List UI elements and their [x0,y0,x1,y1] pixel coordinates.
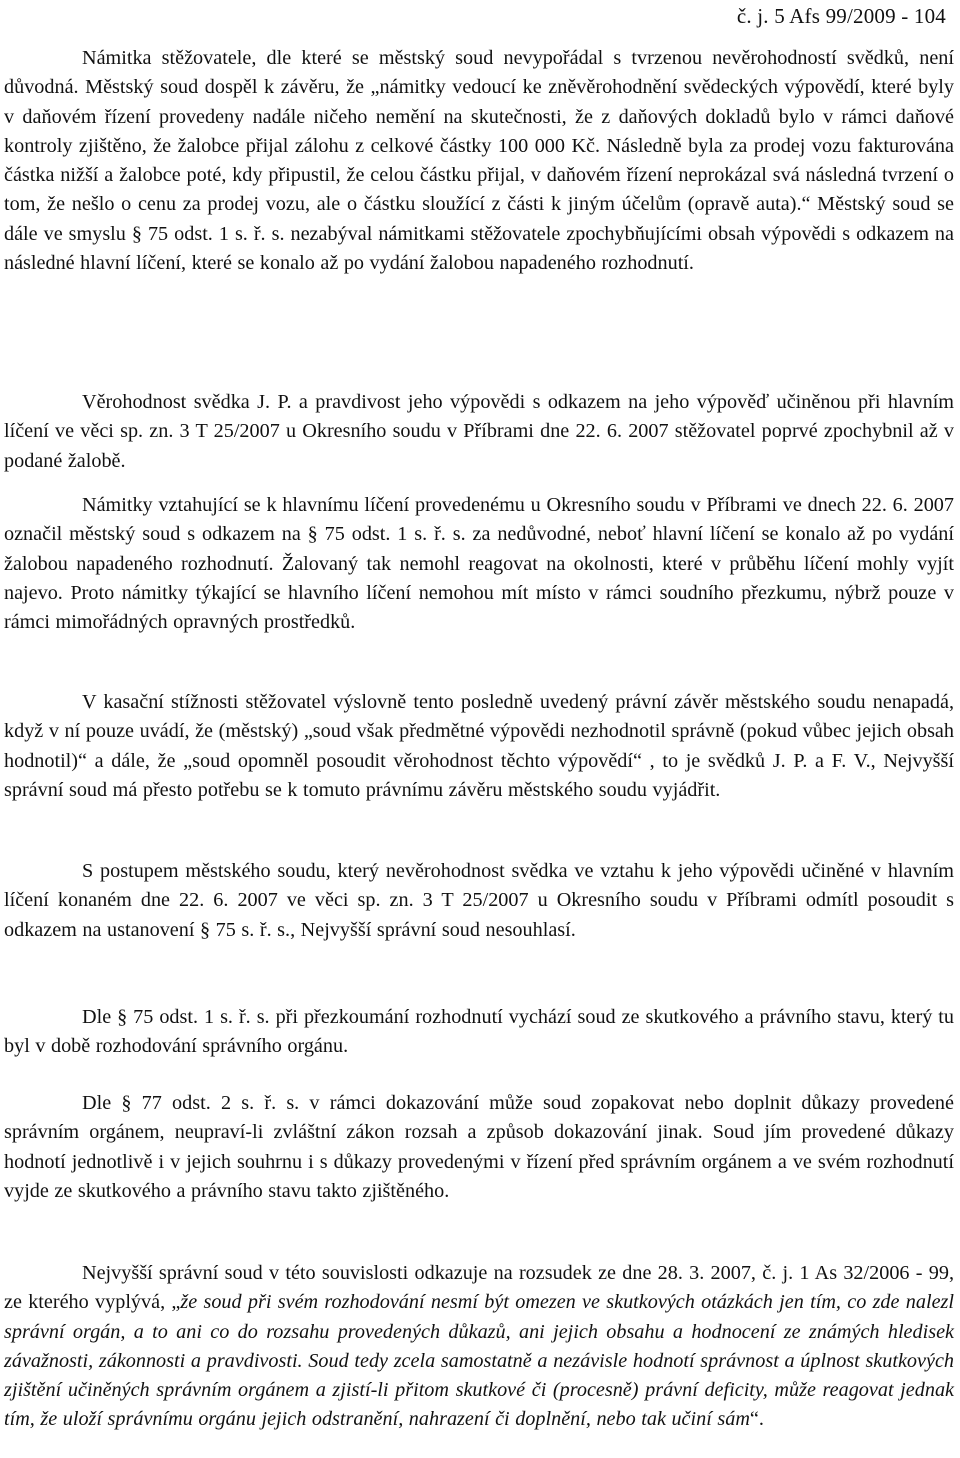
paragraph-1 [4,44,954,278]
paragraph-7 [4,1089,954,1206]
paragraph-2-text: Věrohodnost svědka J. P. a pravdivost jeho výpovědi s odkazem na jeho výpověď učiněnou při hlavním líčení ve věci sp. zn. 3 T 25/2007 u Okresního soudu v Příbrami dne 22. 6. 2007 stěžovatel poprvé zpochybnil až v podané žalobě. [4,391,954,472]
paragraph-3 [4,491,954,637]
paragraph-8 [4,1259,954,1435]
paragraph-4-text: V kasační stížnosti stěžovatel výslovně tento posledně uvedený právní závěr městského soudu nenapadá, když v ní pouze uvádí, že (městský) „soud však předmětné výpovědi nezhodnotil správně (pokud vůbec jejich obsah hodnotil)“ a dále, že „soud opomněl posoudit věrohodnost těchto výpovědí“ , to je svědků J. P. a F. V., Nejvyšší správní soud má přesto potřebu se k tomuto právnímu závěru městského soudu vyjádřit. [4,691,954,801]
paragraph-8-end: “. [749,1408,764,1431]
paragraph-8-text: Nejvyšší správní soud v této souvislosti odkazuje na rozsudek ze dne 28. 3. 2007, č. j. 1 As 32/2006 - 99, ze kterého vyplývá, „ [4,1262,954,1314]
paragraph-6 [4,1003,954,1062]
case-reference: č. j. 5 Afs 99/2009 - 104 [736,4,946,28]
paragraph-5-text: S postupem městského soudu, který nevěrohodnost svědka ve vztahu k jeho výpovědi učiněné v hlavním líčení konaném dne 22. 6. 2007 ve věci sp. zn. 3 T 25/2007 u Okresního soudu v Příbrami odmítl posoudit s odkazem na ustanovení § 75 s. ř. s., Nejvyšší správní soud nesouhlasí. [4,860,954,941]
paragraph-7-text: Dle § 77 odst. 2 s. ř. s. v rámci dokazování může soud zopakovat nebo doplnit důkazy provedené správním orgánem, neupraví-li zvláštní zákon rozsah a způsob dokazování jinak. Soud jím provedené důkazy hodnotí jednotlivě i v jejich souhrnu i s důkazy provedenými v řízení před správním orgánem a ve svém rozhodnutí vyjde ze skutkového a právního stavu takto zjištěného. [4,1092,954,1202]
paragraph-6-text: Dle § 75 odst. 1 s. ř. s. při přezkoumání rozhodnutí vychází soud ze skutkového a právního stavu, který tu byl v době rozhodování správního orgánu. [4,1006,954,1058]
paragraph-5 [4,857,954,945]
paragraph-2 [4,388,954,476]
paragraph-3-text: Námitky vztahující se k hlavnímu líčení provedenému u Okresního soudu v Příbrami ve dnech 22. 6. 2007 označil městský soud s odkazem na § 75 odst. 1 s. ř. s. za nedůvodné, neboť hlavní líčení se konalo až po vydání žalobou napadeného rozhodnutí. Žalovaný tak nemohl reagovat na okolnosti, které v průběhu líčení mohly vyjít najevo. Proto námitky týkající se hlavního líčení nemohou mít místo v rámci soudního přezkumu, nýbrž pouze v rámci mimořádných opravných prostředků. [4,494,954,634]
paragraph-8-quote: že soud při svém rozhodování nesmí být omezen ve skutkových otázkách jen tím, co zde nalezl správní orgán, a to ani co do rozsahu provedených důkazů, ani jejich obsahu a hodnocení ze známých hledisek závažnosti, zákonnosti a pravdivosti. Soud tedy zcela samostatně a nezávisle hodnotí správnost a úplnost skutkových zjištění učiněných správním orgánem a zjistí-li přitom skutkové či (procesně) právní deficity, může reagovat jednak tím, že uloží správnímu orgánu jejich odstranění, nahrazení či doplnění, nebo tak učiní sám [4,1291,955,1431]
paragraph-4 [4,688,954,805]
paragraph-1-text: Námitka stěžovatele, dle které se městský soud nevypořádal s tvrzenou nevěrohodností svědků, není důvodná. Městský soud dospěl k závěru, že „námitky vedoucí ke zněvěrohodnění svědeckých výpovědí, které byly v daňovém řízení provedeny nadále ničeho nemění na skutečnosti, že z daňových dokladů bylo v rámci daňové kontroly zjištěno, že žalobce přijal zálohu z celkové částky 100 000 Kč. Následně byla za prodej vozu fakturována částka nižší a žalobce poté, kdy připustil, že celou částku přijal, v daňovém řízení neprokázal svá následná tvrzení o tom, že nešlo o cenu za prodej vozu, ale o částku sloužící z části k jiným účelům (opravě auta).“ Městský soud se dále ve smyslu § 75 odst. 1 s. ř. s. nezabýval námitkami stěžovatele zpochybňujícími obsah výpovědi s odkazem na následné hlavní líčení, které se konalo až po vydání žalobou napadeného rozhodnutí. [4,47,954,275]
